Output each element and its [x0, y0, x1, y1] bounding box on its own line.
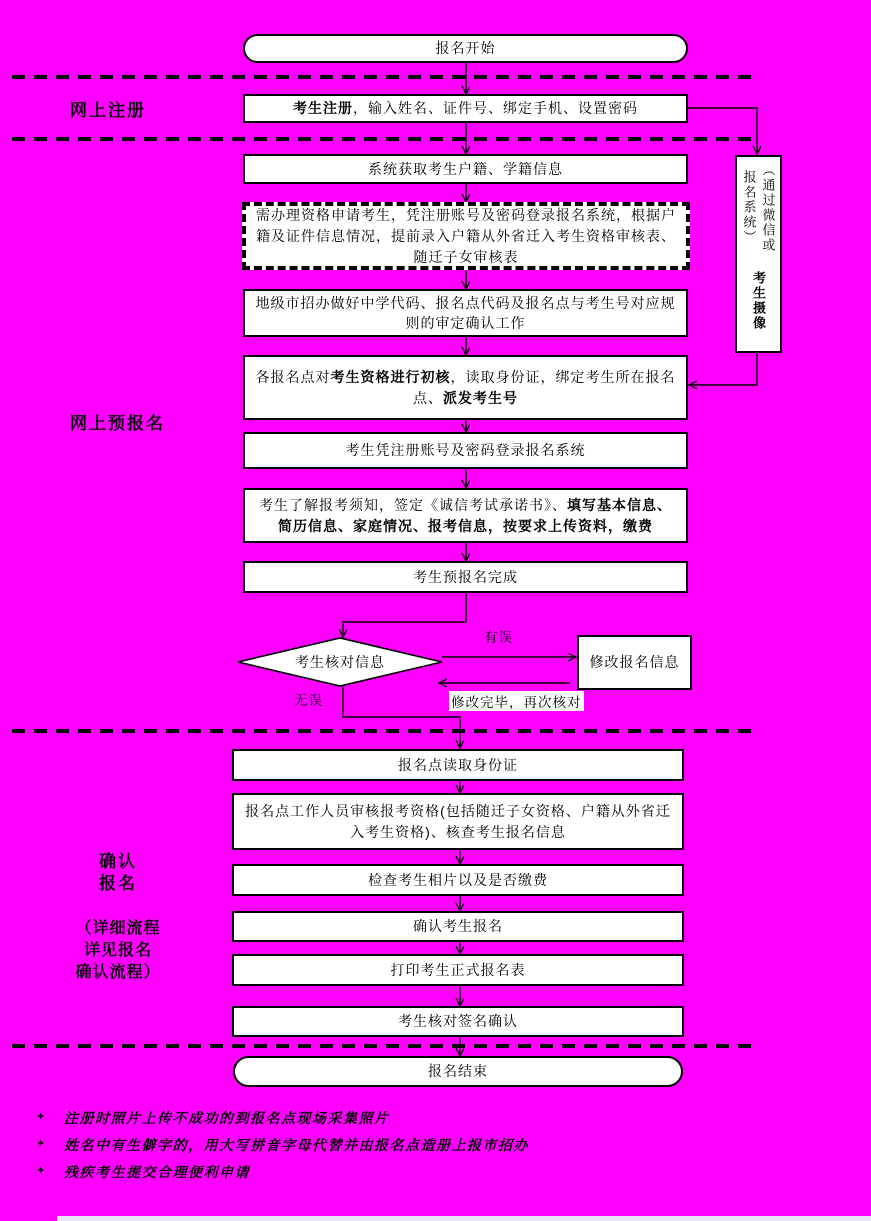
footer-notes — [36, 1108, 736, 1189]
step-confirm-register-text: 确认考生报名 — [413, 918, 503, 935]
note-item — [36, 1135, 736, 1155]
step-modify-text: 修改报名信息 — [589, 654, 680, 671]
section-label-confirm-note — [58, 918, 178, 984]
step-fill-info-pre: 考生了解报考须知，签定《诚信考试承诺书》、 — [259, 497, 567, 514]
step-sign-confirm — [232, 1006, 684, 1037]
end-node-label: 报名结束 — [428, 1063, 488, 1080]
camera-side-box — [735, 155, 782, 353]
diamond-bullet-icon: ✦ — [36, 1111, 47, 1123]
note-item — [36, 1162, 736, 1182]
confirm-label-line1: 确认 — [99, 852, 137, 871]
step-initial-check-bold1: 考生资格进行初核 — [330, 369, 451, 386]
step-qualification-apply-text: 需办理资格申请考生，凭注册账号及密码登录报名系统，根据户籍及证件信息情况，提前录入户籍从外省迁入考生资格审核表、随迁子女审核表 — [256, 206, 676, 265]
confirm-label-line2: 报名 — [99, 874, 137, 893]
step-pre-done — [243, 561, 688, 593]
step-pre-done-text: 考生预报名完成 — [413, 568, 518, 585]
confirm-note-line2: 详见报名 — [83, 942, 152, 959]
step-print-form — [232, 954, 684, 986]
end-node — [233, 1056, 683, 1087]
step-verify-qualification-text: 报名点工作人员审核报考资格(包括随迁子女资格、户籍从外省迁入考生资格)、核查考生报名信息 — [245, 803, 671, 840]
step-login-text: 考生凭注册账号及密码登录报名系统 — [345, 442, 586, 459]
step-sign-confirm-text: 考生核对签名确认 — [398, 1013, 518, 1030]
step-modify — [577, 635, 692, 690]
section-label-online-preregister: 网上预报名 — [70, 414, 165, 433]
start-node-label: 报名开始 — [435, 40, 496, 57]
step-city-office-text: 地级市招办做好中学代码、报名点代码及报名点与考生号对应规则的审定确认工作 — [255, 294, 676, 331]
step-read-id-text: 报名点读取身份证 — [398, 756, 518, 773]
camera-side-box-bold: 考生摄像 — [751, 270, 766, 331]
diamond-bullet-icon: ✦ — [36, 1165, 47, 1177]
step-register-rest: ，输入姓名、证件号、绑定手机、设置密码 — [353, 100, 638, 117]
step-fill-info-bold: 填写基本信息、简历信息、家庭情况、报考信息，按要求上传资料，缴费 — [278, 497, 672, 534]
step-print-form-text: 打印考生正式报名表 — [390, 961, 526, 978]
step-initial-check-text — [253, 367, 678, 408]
step-initial-check-mid: ，读取身份证，绑定考生所在报名点、 — [413, 369, 676, 406]
section-label-online-register: 网上注册 — [70, 101, 146, 120]
edge-label-has-error: 有误 — [484, 630, 513, 645]
edge-label-modified: 修改完毕，再次核对 — [449, 691, 584, 711]
note-text: 残疾考生提交合理便利申请 — [64, 1164, 250, 1180]
step-register-bold: 考生注册 — [293, 100, 353, 117]
note-text: 姓名中有生僻字的，用大写拼音字母代替并由报名点造册上报市招办 — [64, 1137, 529, 1153]
step-login — [243, 432, 688, 469]
step-qualification-apply — [242, 202, 690, 270]
step-register-text — [293, 98, 638, 118]
step-fill-info — [243, 488, 688, 543]
step-verify-qualification — [232, 793, 684, 850]
step-register — [243, 94, 688, 123]
edge-label-no-error: 无误 — [294, 693, 323, 708]
note-item — [36, 1108, 736, 1128]
step-initial-check — [243, 355, 688, 420]
camera-side-box-normal: （通过微信或报名系统） — [741, 162, 776, 253]
step-fill-info-text — [253, 495, 678, 536]
step-fetch-info — [243, 154, 688, 184]
decision-check-info: 考生核对信息 — [295, 654, 385, 670]
step-fetch-info-text: 系统获取考生户籍、学籍信息 — [368, 160, 563, 177]
step-city-office — [243, 289, 688, 337]
step-check-photo-text: 检查考生相片以及是否缴费 — [368, 871, 548, 888]
step-initial-check-pre: 各报名点对 — [255, 369, 331, 386]
step-initial-check-bold2: 派发考生号 — [443, 389, 518, 406]
start-node — [243, 34, 688, 63]
step-check-photo — [232, 864, 684, 896]
diamond-bullet-icon: ✦ — [36, 1138, 47, 1150]
confirm-note-line3: 确认流程） — [75, 964, 161, 981]
confirm-note-line1: （详细流程 — [75, 920, 161, 937]
section-label-confirm — [73, 851, 163, 895]
note-text: 注册时照片上传不成功的到报名点现场采集照片 — [64, 1110, 390, 1126]
step-read-id — [232, 749, 684, 781]
step-confirm-register — [232, 911, 684, 942]
